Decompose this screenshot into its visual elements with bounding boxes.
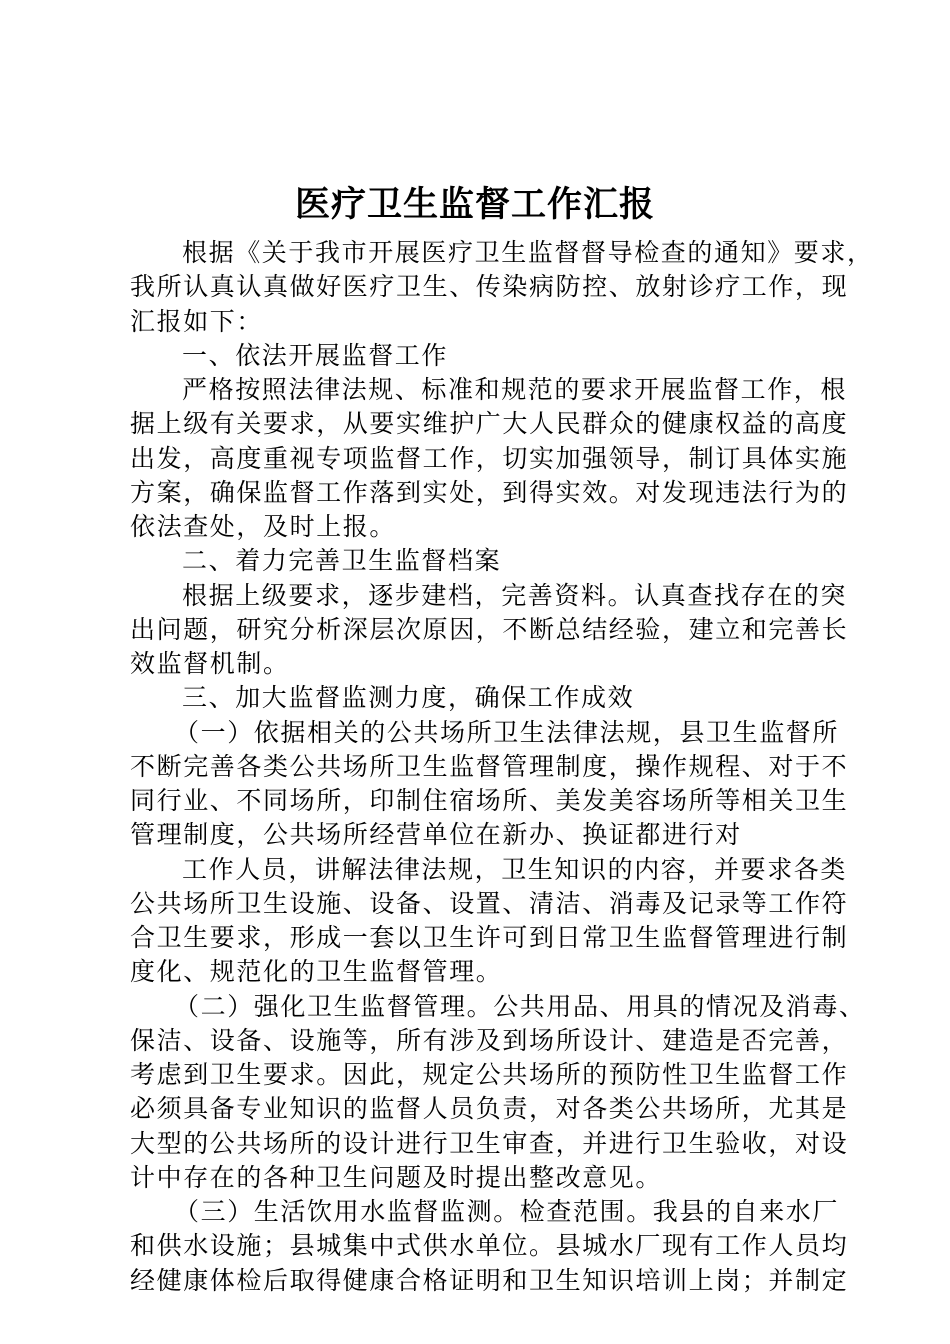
body-line: （一）依据相关的公共场所卫生法律法规，县卫生监督所 [174, 717, 840, 747]
body-line: 必须具备专业知识的监督人员负责，对各类公共场所，尤其是 [130, 1094, 849, 1124]
body-line: 我所认真认真做好医疗卫生、传染病防控、放射诊疗工作，现 [130, 272, 849, 302]
body-line: 方案，确保监督工作落到实处，到得实效。对发现违法行为的 [130, 477, 849, 507]
section-heading: 三、加大监督监测力度，确保工作成效 [182, 683, 635, 713]
body-line: 工作人员，讲解法律法规，卫生知识的内容，并要求各类 [182, 854, 848, 884]
body-line: 考虑到卫生要求。因此，规定公共场所的预防性卫生监督工作 [130, 1060, 849, 1089]
body-line: 同行业、不同场所，印制住宿场所、美发美容场所等相关卫生 [130, 786, 849, 815]
body-line: （三）生活饮用水监督监测。检查范围。我县的自来水厂 [174, 1197, 840, 1226]
body-line: 经健康体检后取得健康合格证明和卫生知识培训上岗；并制定 [130, 1265, 849, 1295]
section-heading: 二、着力完善卫生监督档案 [182, 546, 502, 576]
document-title: 医疗卫生监督工作汇报 [294, 184, 655, 225]
body-line: 计中存在的各种卫生问题及时提出整改意见。 [130, 1162, 663, 1192]
body-line: 效监督机制。 [130, 649, 290, 678]
body-line: 严格按照法律法规、标准和规范的要求开展监督工作，根 [182, 375, 848, 404]
body-line: 度化、规范化的卫生监督管理。 [130, 957, 503, 987]
document-body [130, 236, 874, 1298]
body-line: 依法查处，及时上报。 [130, 512, 397, 541]
body-line: 和供水设施；县城集中式供水单位。县城水厂现有工作人员均 [130, 1231, 849, 1261]
body-line: 出发，高度重视专项监督工作，切实加强领导，制订具体实施 [130, 443, 849, 473]
body-line: 公共场所卫生设施、设备、设置、清洁、消毒及记录等工作符 [130, 888, 849, 918]
body-line: 不断完善各类公共场所卫生监督管理制度，操作规程、对于不 [130, 751, 849, 781]
body-line: 管理制度，公共场所经营单位在新办、换证都进行对 [130, 820, 742, 850]
body-line: 根据《关于我市开展医疗卫生监督督导检查的通知》要求， [182, 238, 874, 267]
body-line: 根据上级要求，逐步建档，完善资料。认真查找存在的突 [182, 580, 848, 610]
body-line: 合卫生要求，形成一套以卫生许可到日常卫生监督管理进行制 [130, 923, 849, 952]
body-line: （二）强化卫生监督管理。公共用品、用具的情况及消毒、 [174, 991, 866, 1021]
section-heading: 一、依法开展监督工作 [182, 340, 449, 370]
body-line: 大型的公共场所的设计进行卫生审查，并进行卫生验收，对设 [130, 1128, 849, 1158]
body-line: 保洁、设备、设施等，所有涉及到场所设计、建造是否完善， [130, 1025, 849, 1055]
body-line: 出问题，研究分析深层次原因，不断总结经验，建立和完善长 [130, 614, 849, 644]
body-line: 汇报如下： [130, 306, 264, 336]
body-line: 据上级有关要求，从要实维护广大人民群众的健康权益的高度 [130, 409, 849, 439]
